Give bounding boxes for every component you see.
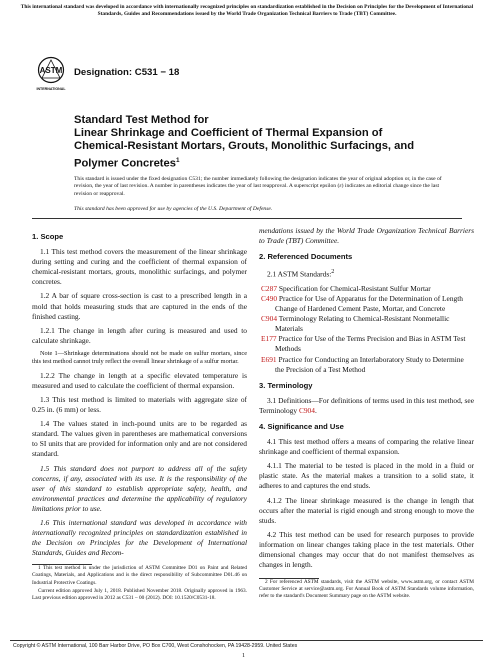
title-line1: Standard Test Method for [74, 114, 209, 126]
para-2-1 [259, 267, 474, 280]
section-terminology-heading: 3. Terminology [259, 380, 313, 390]
para-3-1: 3.1 Definitions—For definitions of terms used in this test method, see Terminology C904. [259, 395, 474, 415]
reference-link-e691[interactable]: E691 [261, 354, 277, 364]
footer-divider [10, 640, 483, 641]
reference-title: Practice for Conducting an Interlaboratory Study to Determine the Precision of a Test Method [275, 354, 464, 374]
para-1-6-continued: mendations issued by the World Trade Organization Technical Barriers to Trade (TBT) Committee. [259, 226, 474, 246]
para-4-1: 4.1 This test method offers a means of comparing the relative linear shrinkage and coefficient of thermal expansion. [259, 437, 474, 457]
reference-link-e177[interactable]: E177 [261, 334, 277, 344]
footnote-1 [32, 565, 247, 601]
terminology-link-c904[interactable]: C904 [298, 405, 315, 415]
right-column [259, 226, 474, 601]
reference-item [259, 334, 474, 354]
title-footnote-ref: 1 [175, 156, 180, 164]
astm-logo [34, 56, 68, 92]
page-number: 1 [242, 652, 246, 659]
designation: Designation: C531 − 18 [74, 67, 180, 78]
reference-link-c904[interactable]: C904 [261, 314, 278, 324]
para-1-6: 1.6 This international standard was developed in accordance with internationally recognized principles on standardization established in the Decision on Principles for the Development of International Standards, Guides and Recom- [32, 517, 247, 558]
reference-title: Practice for Use of the Terms Precision and Bias in ASTM Test Methods [275, 334, 466, 354]
footnote-2 [259, 579, 474, 600]
note-1: Note 1—Shrinkage determinations should not be made on sulfur mortars, since this test method cannot truly reflect the overall linear shrinkage of a sulfur mortar. [32, 349, 247, 366]
para-3-1-text: 3.1 Definitions—For definitions of terms used in this test method, see Terminology [259, 395, 474, 415]
tbt-notice: This international standard was developed in accordance with internationally recognized principles on standardization established in the Decision on Principles for the Development of International Standards, Guides and Recommendations issued by the World Trade Organization Technical Barriers to Trade (TBT) Committee. [20, 4, 474, 18]
reference-list [259, 284, 474, 375]
section-scope-heading: 1. Scope [32, 232, 64, 241]
para-1-2-1: 1.2.1 The change in length after curing is measured and used to calculate shrinkage. [32, 325, 247, 345]
header-divider [32, 218, 462, 219]
reference-link-c490[interactable]: C490 [261, 293, 278, 303]
left-column [32, 226, 247, 603]
para-2-1-text: 2.1 ASTM Standards: [267, 269, 332, 279]
para-4-1-2: 4.1.2 The linear shrinkage measured is the change in length that occurs after the material is rigid enough and strong enough to move the studs. [259, 495, 474, 525]
para-1-3: 1.3 This test method is limited to materials with aggregate size of 0.25 in. (6 mm) or less. [32, 394, 247, 415]
footnote-2-ref: 2 [331, 269, 335, 276]
para-1-1: 1.1 This test method covers the measurement of the linear shrinkage during setting and curing and the coefficient of thermal expansion of chemical-resistant mortars, grouts, monolithic surfacings, and polymer concretes. [32, 247, 247, 287]
copyright-footer: Copyright © ASTM International, 100 Barr Harbor Drive, PO Box C700, West Conshohocken, PA 19428-2959. United States [13, 643, 298, 649]
reference-item [259, 284, 474, 294]
footnote-2-text: 2 For referenced ASTM standards, visit the ASTM website, www.astm.org, or contact ASTM Customer Service at service@astm.org. For Annual Book of ASTM Standards volume information, refer to the standard's Document Summary page on the ASTM website. [259, 579, 474, 600]
section-referenced-documents-heading: 2. Referenced Documents [259, 252, 353, 262]
para-1-4: 1.4 The values stated in inch-pound units are to be regarded as standard. The values given in parentheses are mathematical conversions to SI units that are provided for information only and are not considered standard. [32, 419, 247, 459]
reference-title: Practice for Use of Apparatus for the Determination of Length Change of Hardened Cement Paste, Mortar, and Concrete [275, 293, 463, 314]
logo-text: ASTM [39, 66, 63, 75]
reference-title: Terminology Relating to Chemical-Resistant Nonmetallic Materials [275, 314, 450, 334]
footnote-1-text: 1 This test method is under the jurisdiction of ASTM Committee D01 on Paint and Related Coatings, Materials, and Applications and is the direct responsibility of Subcommittee D01.46 on Industrial Protective Coatings. [32, 565, 247, 586]
document-title [74, 114, 434, 171]
para-4-1-1: 4.1.1 The material to be tested is placed in the mold in a fluid or plastic state. As the material makes a transition to a solid state, it adheres to and captures the end studs. [259, 461, 474, 491]
para-4-2: 4.2 This test method can be used for research purposes to provide information on linear changes taking place in the test materials. Other dimensional changes may occur that do not manifest themselves as changes in length. [259, 529, 474, 570]
logo-subtext: INTERNATIONAL [36, 87, 66, 91]
section-significance-heading: 4. Significance and Use [259, 421, 344, 431]
reference-item [259, 294, 474, 314]
standard-issue-note: This standard is issued under the fixed designation C531; the number immediately following the designation indicates the year of original adoption or, in the case of revision, the year of last revision. A number in parentheses indicates the year of last reapproval. A superscript epsilon (ε) indicates an editorial change since the last revision or reapproval. [74, 176, 442, 197]
title-main: Linear Shrinkage and Coefficient of Thermal Expansion of Chemical-Resistant Mortars, Grouts, Monolithic Surfacings, and Polymer Concretes [74, 127, 415, 170]
dod-approval-note: This standard has been approved for use by agencies of the U.S. Department of Defense. [74, 206, 273, 212]
para-1-5: 1.5 This standard does not purport to address all of the safety concerns, if any, associated with its use. It is the responsibility of the user of this standard to establish appropriate safety, health, and environmental practices and determine the applicability of regulatory limitations prior to use. [32, 463, 247, 513]
footnote-1-edition: Current edition approved July 1, 2018. Published November 2018. Originally approved in 1963. Last previous edition approved in 2012 as C531 – 00 (2012). DOI: 10.1520/C0531-18. [32, 587, 247, 601]
reference-item [259, 314, 474, 334]
para-1-2: 1.2 A bar of square cross-section is cast to a prescribed length in a mold that holds measuring studs that are captured in the ends of the finished casting. [32, 291, 247, 321]
reference-item [259, 355, 474, 375]
para-1-2-2: 1.2.2 The change in length at a specific elevated temperature is measured and used to calculate the coefficient of thermal expansion. [32, 370, 247, 390]
reference-link-c287[interactable]: C287 [261, 283, 278, 293]
reference-title: Specification for Chemical-Resistant Sulfur Mortar [278, 283, 431, 293]
